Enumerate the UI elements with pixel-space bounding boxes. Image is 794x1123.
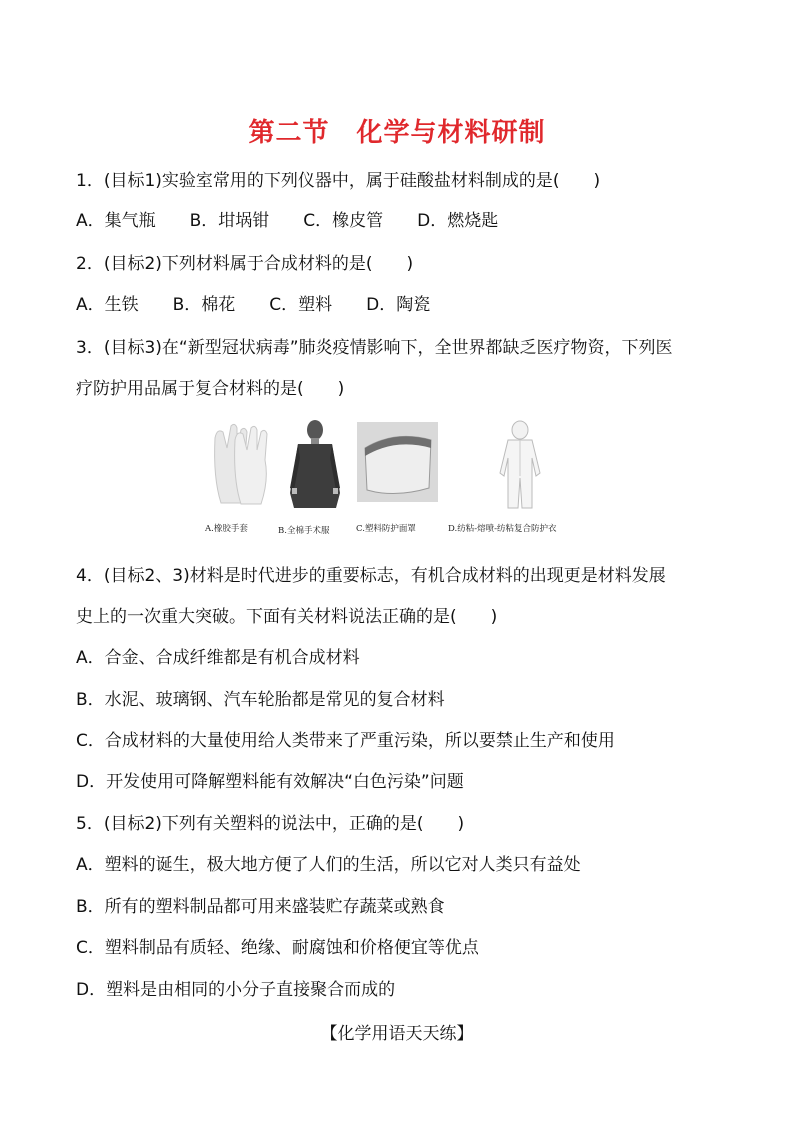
caption-a: A.橡胶手套 (205, 524, 248, 534)
q2-stem: 2．(目标2)下列材料属于合成材料的是( ) (76, 254, 414, 274)
q3-stem-line2: 疗防护用品属于复合材料的是( ) (76, 379, 345, 399)
page-title: 第二节 化学与材料研制 (248, 118, 546, 148)
q5-option-c: C．塑料制品有质轻、绝缘、耐腐蚀和价格便宜等优点 (76, 938, 479, 958)
q3-stem-line1: 3．(目标3)在“新型冠状病毒”肺炎疫情影响下，全世界都缺乏医疗物资，下列医 (76, 338, 673, 358)
q5-option-d: D．塑料是由相同的小分子直接聚合而成的 (76, 980, 396, 1000)
q4-option-d: D．开发使用可降解塑料能有效解决“白色污染”问题 (76, 772, 464, 792)
q5-option-b: B．所有的塑料制品都可用来盛装贮存蔬菜或熟食 (76, 897, 445, 917)
q4-stem-line1: 4．(目标2、3)材料是时代进步的重要标志，有机合成材料的出现更是材料发展 (76, 566, 666, 586)
q2-options: A．生铁 B．棉花 C．塑料 D．陶瓷 (76, 295, 431, 315)
gloves-image (205, 418, 275, 508)
q4-option-b: B．水泥、玻璃钢、汽车轮胎都是常见的复合材料 (76, 690, 445, 710)
section-footer-heading: 【化学用语天天练】 (320, 1024, 474, 1044)
q1-stem: 1．(目标1)实验室常用的下列仪器中，属于硅酸盐材料制成的是( ) (76, 171, 601, 191)
q5-stem: 5．(目标2)下列有关塑料的说法中，正确的是( ) (76, 814, 465, 834)
caption-c: C.塑料防护面罩 (356, 524, 416, 534)
caption-d: D.纺粘-熔喷-纺粘复合防护衣 (448, 524, 557, 534)
q4-option-a: A．合金、合成纤维都是有机合成材料 (76, 648, 360, 668)
caption-b: B.全棉手术服 (278, 526, 330, 536)
q3-figures (200, 418, 620, 538)
surgical-gown-image (280, 418, 350, 513)
q4-stem-line2: 史上的一次重大突破。下面有关材料说法正确的是( ) (76, 607, 498, 627)
face-shield-image (355, 418, 440, 508)
protective-suit-image (490, 418, 550, 513)
q5-option-a: A．塑料的诞生，极大地方便了人们的生活，所以它对人类只有益处 (76, 855, 581, 875)
q4-option-c: C．合成材料的大量使用给人类带来了严重污染，所以要禁止生产和使用 (76, 731, 615, 751)
q1-options: A．集气瓶 B．坩埚钳 C．橡皮管 D．燃烧匙 (76, 211, 499, 231)
